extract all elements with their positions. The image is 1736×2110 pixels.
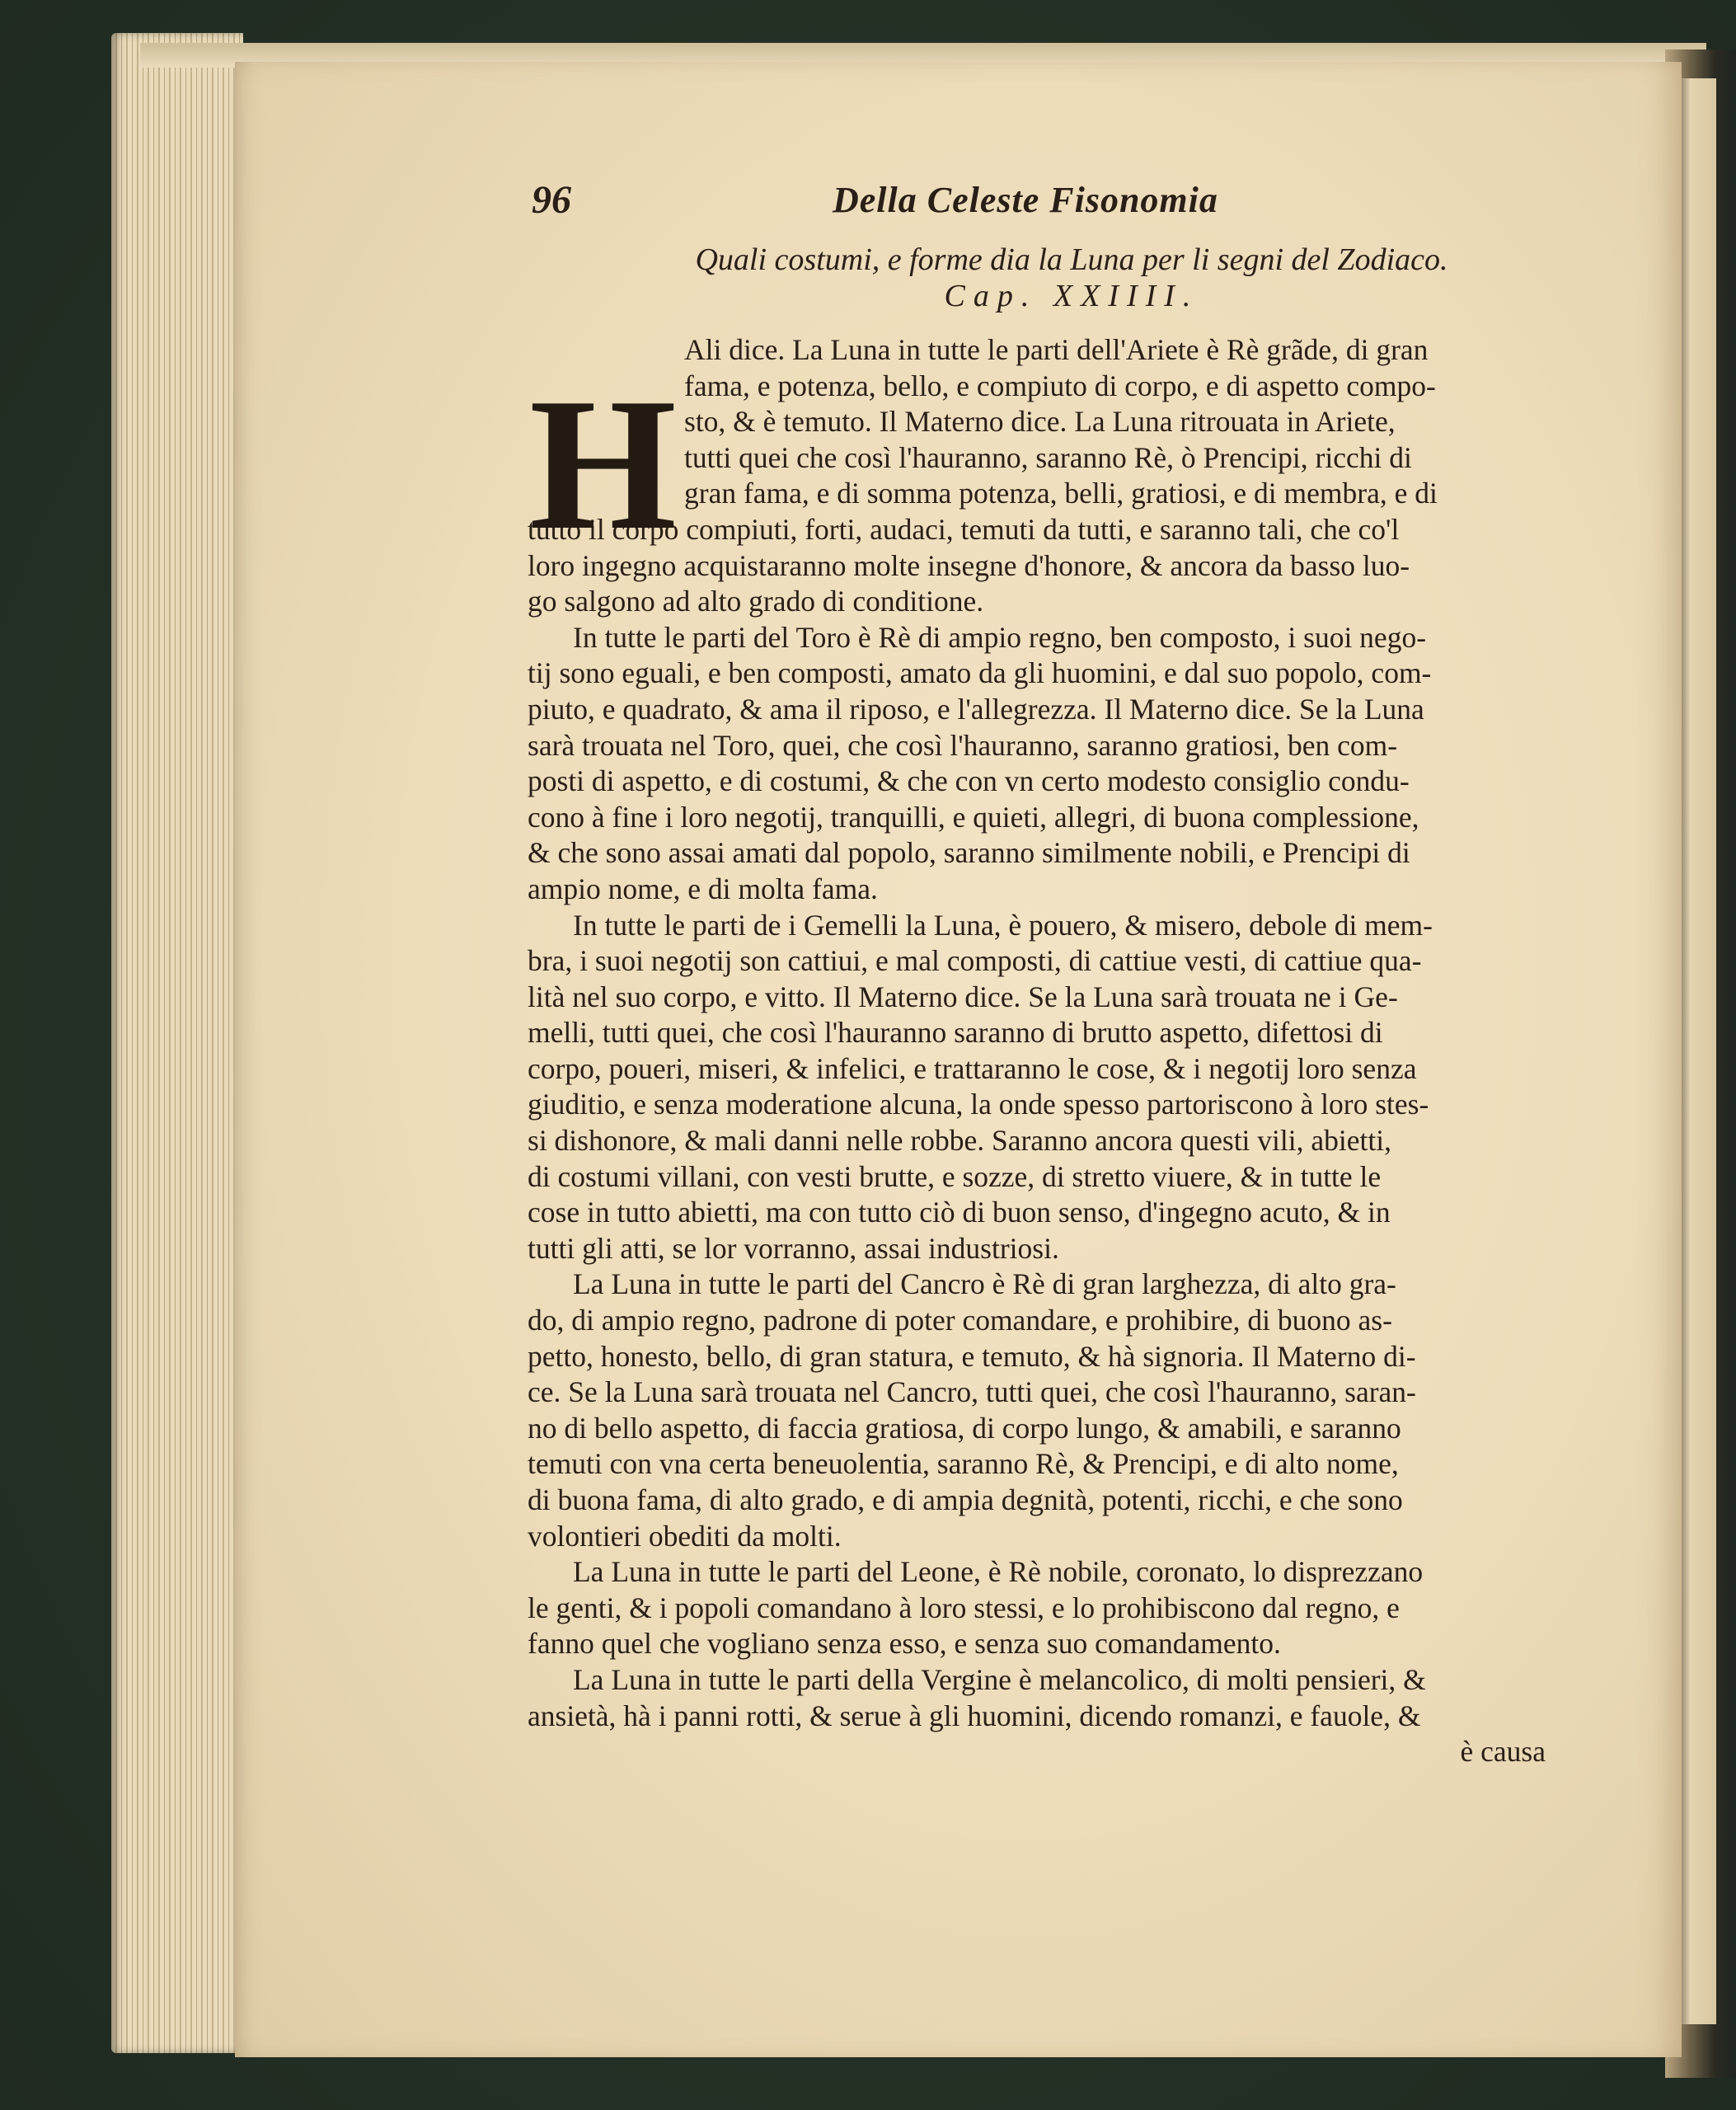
text-line: volontieri obediti da molti. <box>528 1519 842 1553</box>
text-line: no di bello aspetto, di faccia gratiosa, di corpo lungo, & amabili, e saranno <box>528 1411 1401 1445</box>
drop-cap: H <box>529 359 677 569</box>
text-line: corpo, poueri, miseri, & infelici, e trattaranno le cose, & i negotij loro senza <box>528 1051 1417 1085</box>
paragraph-virgo <box>528 1662 1566 1734</box>
text-line: piuto, e quadrato, & ama il riposo, e l'allegrezza. Il Materno dice. Se la Luna <box>528 692 1424 726</box>
text-line: La Luna in tutte le parti del Cancro è Rè di gran larghezza, di alto gra- <box>573 1267 1396 1301</box>
page-edges <box>111 33 243 2053</box>
text-line: si dishonore, & mali danni nelle robbe. Saranno ancora questi vili, abietti, <box>528 1124 1391 1158</box>
paragraph-cancer <box>528 1266 1566 1554</box>
text-line: La Luna in tutte le parti della Vergine è melancolico, di molti pensieri, & <box>573 1662 1426 1696</box>
text-line: temuti con vna certa beneuolentia, saranno Rè, & Prencipi, e di alto nome, <box>528 1447 1399 1481</box>
text-line: posti di aspetto, e di costumi, & che con vn certo modesto consiglio condu- <box>528 764 1410 798</box>
text-line: ce. Se la Luna sarà trouata nel Cancro, tutti quei, che così l'hauranno, saran- <box>528 1375 1416 1409</box>
page-content <box>528 177 1566 1770</box>
text-line: ampio nome, e di molta fama. <box>528 872 878 905</box>
paragraph-leo <box>528 1554 1566 1662</box>
running-head <box>528 177 1566 235</box>
text-line: tutti gli atti, se lor vorranno, assai industriosi. <box>528 1231 1059 1265</box>
text-line: giuditio, e senza moderatione alcuna, la onde spesso partoriscono à loro stes- <box>528 1088 1429 1121</box>
text-line: tij sono eguali, e ben composti, amato da gli huomini, e dal suo popolo, com- <box>528 656 1432 690</box>
page-number: 96 <box>532 178 571 222</box>
text-line: La Luna in tutte le parti del Leone, è Rè nobile, coronato, lo disprezzano <box>573 1555 1424 1589</box>
text-line: sarà trouata nel Toro, quei, che così l'hauranno, saranno gratiosi, ben com- <box>528 728 1398 762</box>
text-line: fama, e potenza, bello, e compiuto di corpo, e di aspetto compo- <box>684 369 1436 402</box>
text-line: di buona fama, di alto grado, e di ampia degnità, potenti, ricchi, e che sono <box>528 1483 1403 1516</box>
text-line: loro ingegno acquistaranno molte insegne d'honore, & ancora da basso luo- <box>528 548 1410 582</box>
text-line: le genti, & i popoli comandano à loro stessi, e lo prohibiscono dal regno, e <box>528 1591 1400 1624</box>
running-title: Della Celeste Fisonomia <box>833 180 1218 220</box>
paragraph-gemini <box>528 908 1566 1267</box>
paragraph-taurus <box>528 620 1566 908</box>
text-line: In tutte le parti de i Gemelli la Luna, è pouero, & misero, debole di mem- <box>573 908 1433 942</box>
text-line: & che sono assai amati dal popolo, saranno similmente nobili, e Prencipi di <box>528 836 1410 870</box>
body-text <box>528 332 1566 1770</box>
paragraph-aries <box>528 332 1566 620</box>
text-line: bra, i suoi negotij son cattiui, e mal composti, di cattiue vesti, di cattiue qua- <box>528 944 1422 978</box>
text-line: ansietà, hà i panni rotti, & serue à gli huomini, dicendo romanzi, e fauole, & <box>528 1699 1421 1732</box>
text-line: In tutte le parti del Toro è Rè di ampio regno, ben composto, i suoi nego- <box>573 620 1427 654</box>
text-line: petto, honesto, bello, di gran statura, e temuto, & hà signoria. Il Materno di- <box>528 1339 1416 1373</box>
text-line: sto, & è temuto. Il Materno dice. La Luna ritrouata in Ariete, <box>684 405 1396 439</box>
text-line: Ali dice. La Luna in tutte le parti dell'Ariete è Rè grãde, di gran <box>684 333 1429 366</box>
text-line: cose in tutto abietti, ma con tutto ciò di buon senso, d'ingegno acuto, & in <box>528 1196 1391 1229</box>
chapter-heading <box>577 242 1566 314</box>
text-line: fanno quel che vogliano senza esso, e senza suo comandamento. <box>528 1627 1281 1661</box>
text-line: di costumi villani, con vesti brutte, e sozze, di stretto viuere, & in tutte le <box>528 1159 1382 1193</box>
text-line: do, di ampio regno, padrone di poter comandare, e prohibire, di buono as- <box>528 1304 1392 1337</box>
text-line: go salgono ad alto grado di conditione. <box>528 585 984 618</box>
text-line: tutto il corpo compiuti, forti, audaci, temuti da tutti, e saranno tali, che co'l <box>528 512 1400 546</box>
text-line: tutti quei che così l'hauranno, saranno Rè, ò Prencipi, ricchi di <box>684 440 1412 474</box>
text-line: lità nel suo corpo, e vitto. Il Materno dice. Se la Luna sarà trouata ne i Ge- <box>528 980 1398 1013</box>
chapter-title: Quali costumi, e forme dia la Luna per li segni del Zodiaco. <box>695 242 1448 277</box>
catchword: è causa <box>1460 1735 1546 1769</box>
text-line: melli, tutti quei, che così l'hauranno saranno di brutto aspetto, difettosi di <box>528 1016 1383 1050</box>
text-line: gran fama, e di somma potenza, belli, gratiosi, e di membra, e di <box>684 477 1438 510</box>
text-line: cono à fine i loro negotij, tranquilli, e quieti, allegri, di buona complessione, <box>528 800 1419 834</box>
chapter-number: Cap. XXIIII. <box>944 279 1199 313</box>
